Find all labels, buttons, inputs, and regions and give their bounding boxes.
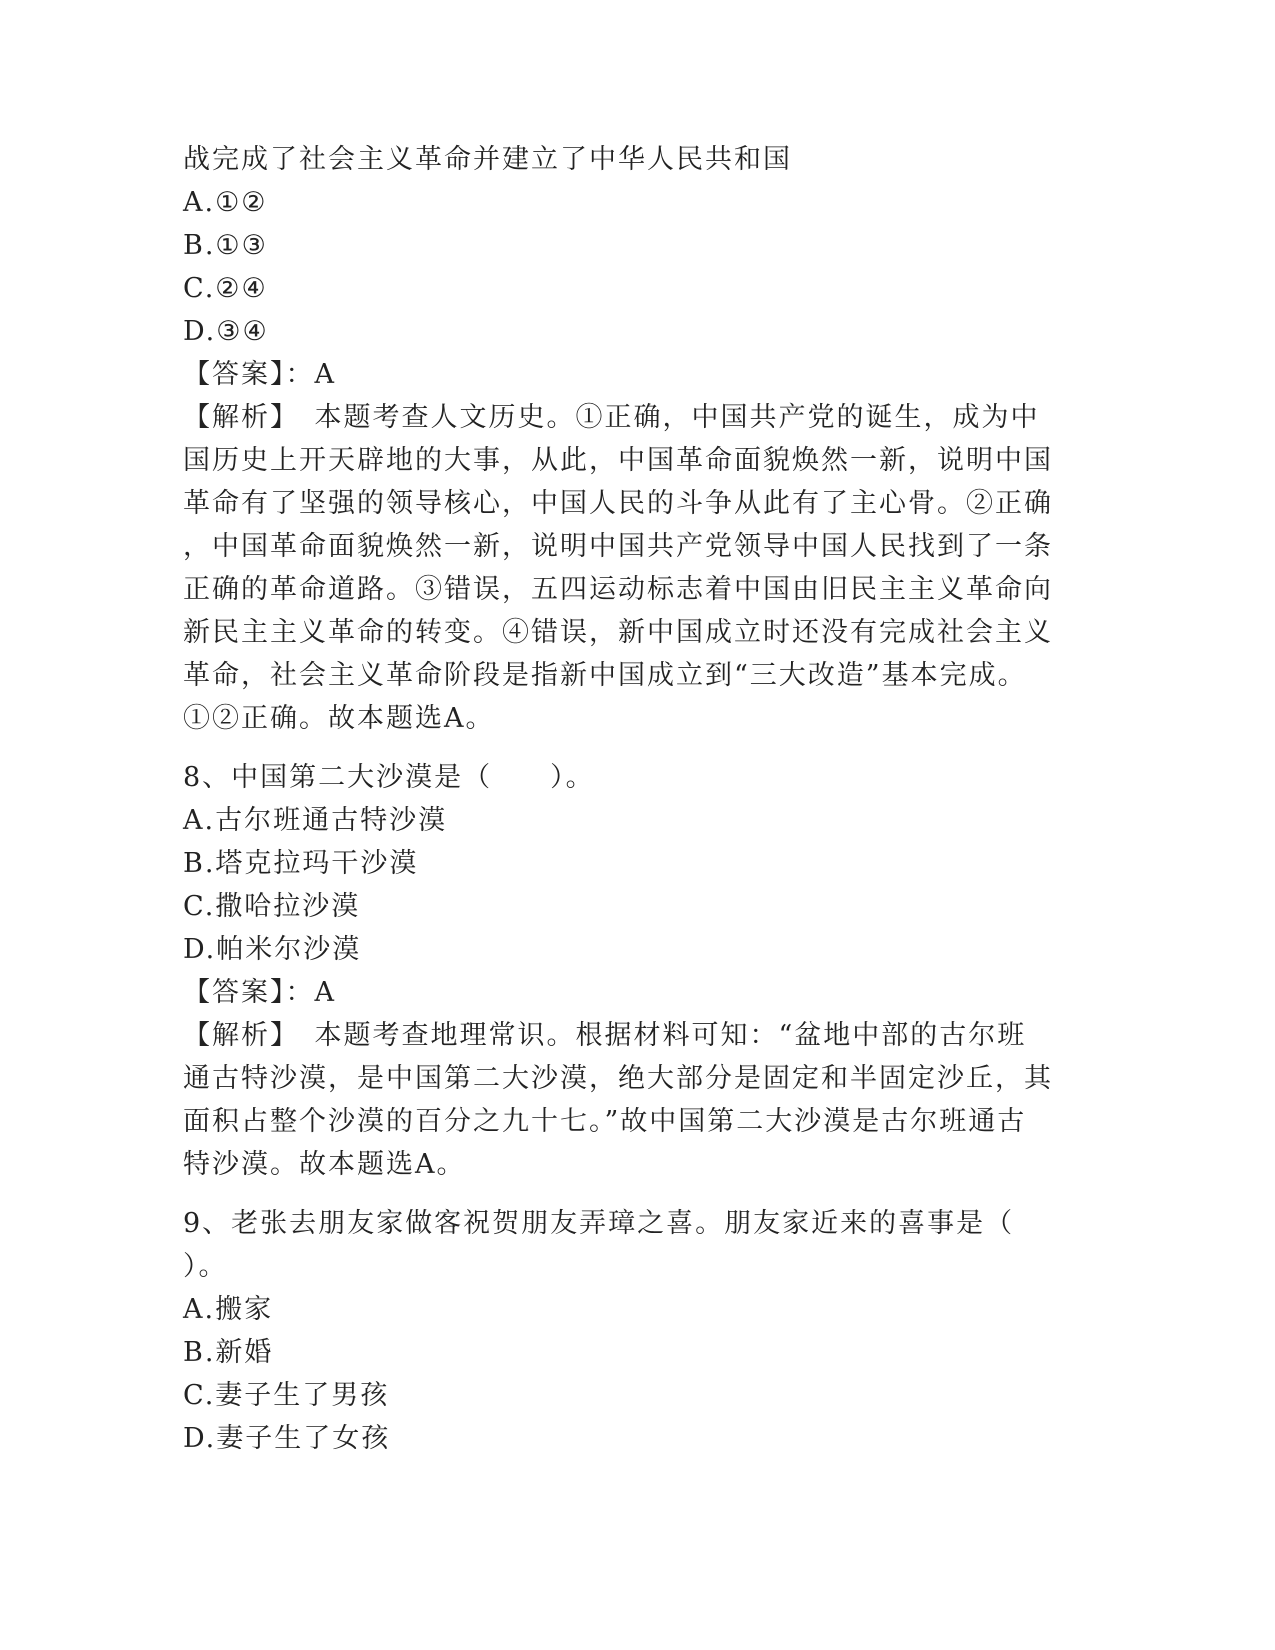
analysis-line: ，中国革命面貌焕然一新，说明中国共产党领导中国人民找到了一条 (183, 531, 1053, 562)
analysis-line: 【解析】 本题考查地理常识。根据材料可知：“盆地中部的古尔班 (183, 1020, 1027, 1051)
question-stem: 战完成了社会主义革命并建立了中华人民共和国 (183, 144, 792, 175)
question-stem: 8、中国第二大沙漠是（ ）。 (183, 762, 595, 793)
answer-line: 【答案】：A (183, 977, 336, 1008)
analysis-line: 国历史上开天辟地的大事，从此，中国革命面貌焕然一新，说明中国 (183, 445, 1053, 476)
answer-line: 【答案】：A (183, 359, 336, 390)
option-c: C.撒哈拉沙漠 (183, 891, 361, 922)
analysis-line: ①②正确。故本题选A。 (183, 703, 495, 734)
analysis-line: 【解析】 本题考查人文历史。①正确，中国共产党的诞生，成为中 (183, 402, 1040, 433)
document-page (183, 138, 1053, 1460)
option-b: B.①③ (183, 230, 268, 261)
option-b: B.塔克拉玛干沙漠 (183, 848, 419, 879)
option-d: D.妻子生了女孩 (183, 1423, 391, 1454)
option-a: A.①② (183, 187, 268, 218)
option-c: C.妻子生了男孩 (183, 1380, 390, 1411)
question-7 (183, 138, 1053, 740)
option-a: A.古尔班通古特沙漠 (183, 805, 448, 836)
analysis-line: 革命，社会主义革命阶段是指新中国成立到“三大改造”基本完成。 (183, 660, 1027, 691)
analysis-line: 革命有了坚强的领导核心，中国人民的斗争从此有了主心骨。②正确 (183, 488, 1053, 519)
option-a: A.搬家 (183, 1294, 274, 1325)
analysis-line: 特沙漠。故本题选A。 (183, 1149, 466, 1180)
analysis-line: 新民主主义革命的转变。④错误，新中国成立时还没有完成社会主义 (183, 617, 1053, 648)
option-d: D.③④ (183, 316, 269, 347)
question-8 (183, 756, 1053, 1186)
analysis-paragraph (183, 396, 1053, 740)
option-b: B.新婚 (183, 1337, 274, 1368)
option-d: D.帕米尔沙漠 (183, 934, 362, 965)
analysis-line: 通古特沙漠，是中国第二大沙漠，绝大部分是固定和半固定沙丘，其 (183, 1063, 1053, 1094)
question-9 (183, 1202, 1053, 1460)
analysis-line: 正确的革命道路。③错误，五四运动标志着中国由旧民主主义革命向 (183, 574, 1053, 605)
analysis-paragraph (183, 1014, 1053, 1186)
question-stem-continued: ）。 (183, 1251, 228, 1282)
analysis-line: 面积占整个沙漠的百分之九十七。”故中国第二大沙漠是古尔班通古 (183, 1106, 1027, 1137)
question-stem: 9、老张去朋友家做客祝贺朋友弄璋之喜。朋友家近来的喜事是（ (183, 1208, 1015, 1239)
option-c: C.②④ (183, 273, 268, 304)
